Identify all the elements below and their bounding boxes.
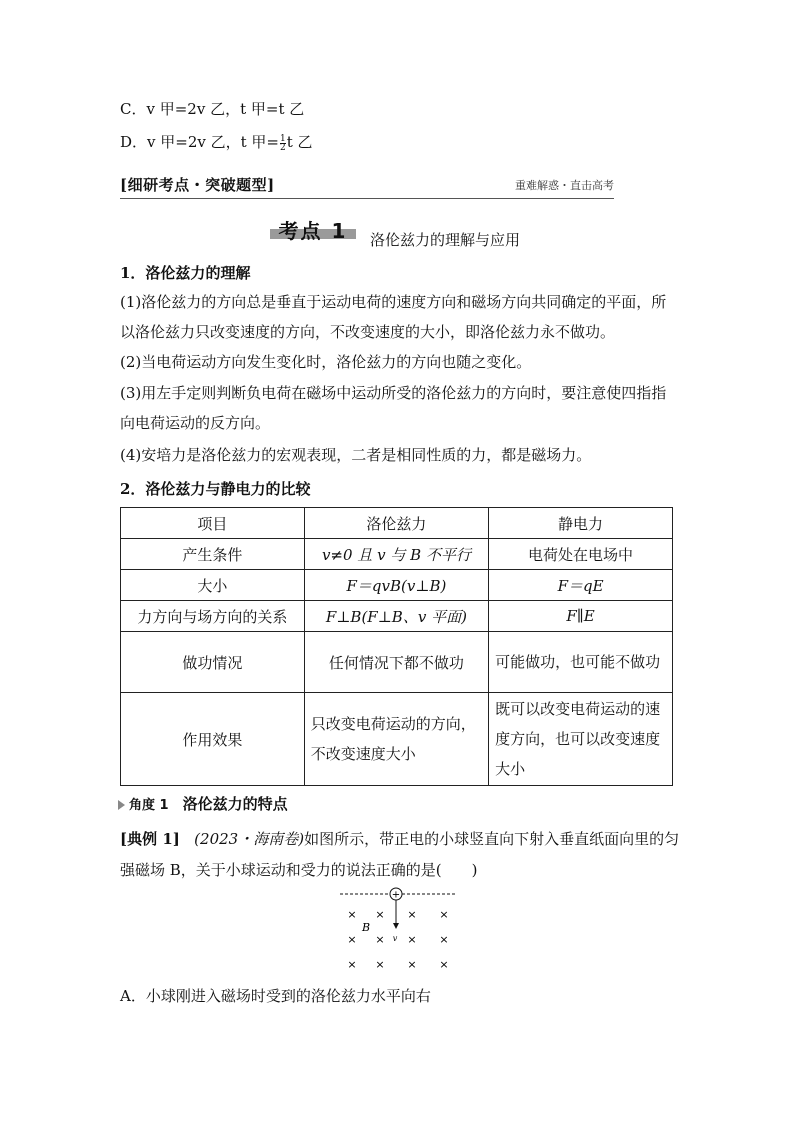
- table-row: [121, 570, 673, 601]
- part2-heading: 2．洛伦兹力与静电力的比较: [120, 480, 311, 498]
- table-cell: F＝qvB(v⊥B): [304, 570, 488, 601]
- table-cell: 既可以改变电荷运动的速度方向，也可以改变速度大小: [489, 693, 673, 786]
- angle-tag: 角度 1: [129, 798, 169, 813]
- charge-sign: +: [391, 889, 401, 901]
- section-header-left: [细研考点・突破题型]: [120, 176, 275, 194]
- option-a: A．小球刚进入磁场时受到的洛伦兹力水平向右: [120, 987, 431, 1005]
- option-d: [120, 131, 313, 152]
- table-cell: F＝qE: [489, 570, 673, 601]
- velocity-label: v: [392, 934, 398, 943]
- table-header-cell: 项目: [121, 508, 305, 539]
- section-header-right: 重难解惑・直击高考: [515, 179, 614, 192]
- table-row: [121, 693, 673, 786]
- field-cross-icon: ×: [375, 958, 385, 971]
- part1-item-2: (2)当电荷运动方向发生变化时，洛伦兹力的方向也随之变化。: [120, 353, 532, 371]
- table-cell: 作用效果: [121, 693, 305, 786]
- field-cross-icon: ×: [439, 908, 449, 921]
- table-header-cell: 洛伦兹力: [304, 508, 488, 539]
- field-cross-icon: ×: [407, 908, 417, 921]
- field-cross-icon: ×: [347, 908, 357, 921]
- example-text: 如图所示，带正电的小球竖直向下射入垂直纸面向里的匀强磁场 B，关于小球运动和受力的说法正确的是( ): [120, 830, 680, 879]
- angle-heading: [118, 793, 288, 814]
- field-cross-icon: ×: [347, 958, 357, 971]
- magnetic-field-figure: [340, 885, 460, 977]
- kaodian-label: 考点 1: [278, 219, 348, 243]
- table-cell: v≠0 且 v 与 B 不平行: [304, 539, 488, 570]
- table-cell: 任何情况下都不做功: [304, 632, 488, 693]
- part1-item-1: (1)洛伦兹力的方向总是垂直于运动电荷的速度方向和磁场方向共同确定的平面，所以洛伦兹力只改变速度的方向，不改变速度的大小，即洛伦兹力永不做功。: [120, 293, 667, 341]
- table-cell: 可能做功，也可能不做功: [489, 632, 673, 693]
- field-cross-icon: ×: [375, 933, 385, 946]
- table-cell: F∥E: [489, 601, 673, 632]
- comparison-table: [120, 507, 673, 786]
- option-c: C．v 甲=2v 乙，t 甲=t 乙: [120, 100, 305, 118]
- part1-heading: 1．洛伦兹力的理解: [120, 264, 251, 282]
- kaodian-banner: [270, 215, 356, 243]
- field-cross-icon: ×: [407, 958, 417, 971]
- table-row: [121, 601, 673, 632]
- field-cross-icon: ×: [439, 933, 449, 946]
- section-header: [120, 174, 614, 199]
- example-source: (2023・海南卷): [194, 830, 305, 848]
- table-row: [121, 632, 673, 693]
- field-cross-icon: ×: [347, 933, 357, 946]
- triangle-marker-icon: [118, 800, 125, 810]
- field-cross-icon: ×: [439, 958, 449, 971]
- table-cell: F⊥B(F⊥B、v 平面): [304, 601, 488, 632]
- table-header-row: [121, 508, 673, 539]
- field-cross-icon: ×: [375, 908, 385, 921]
- kaodian-title: 洛伦兹力的理解与应用: [370, 231, 521, 249]
- table-cell: 做功情况: [121, 632, 305, 693]
- example-1: [120, 824, 682, 886]
- example-label: [典例 1]: [120, 830, 180, 848]
- table-cell: 产生条件: [121, 539, 305, 570]
- part1-item-4: (4)安培力是洛伦兹力的宏观表现，二者是相同性质的力，都是磁场力。: [120, 446, 592, 464]
- table-cell: 力方向与场方向的关系: [121, 601, 305, 632]
- table-header-cell: 静电力: [489, 508, 673, 539]
- field-label: B: [362, 921, 371, 934]
- option-d-prefix: D．v 甲=2v 乙，t 甲=: [120, 133, 279, 151]
- table-row: [121, 539, 673, 570]
- table-cell: 大小: [121, 570, 305, 601]
- part1-item-3: (3)用左手定则判断负电荷在磁场中运动所受的洛伦兹力的方向时，要注意使四指指向电荷运动的反方向。: [120, 384, 667, 432]
- velocity-arrowhead-icon: [393, 923, 399, 929]
- fraction-half: $\frac{1}{2}$: [280, 133, 286, 153]
- field-cross-icon: ×: [407, 933, 417, 946]
- table-cell: 只改变电荷运动的方向，不改变速度大小: [304, 693, 488, 786]
- table-cell: 电荷处在电场中: [489, 539, 673, 570]
- option-d-suffix: t 乙: [286, 133, 313, 151]
- angle-name: 洛伦兹力的特点: [182, 795, 288, 813]
